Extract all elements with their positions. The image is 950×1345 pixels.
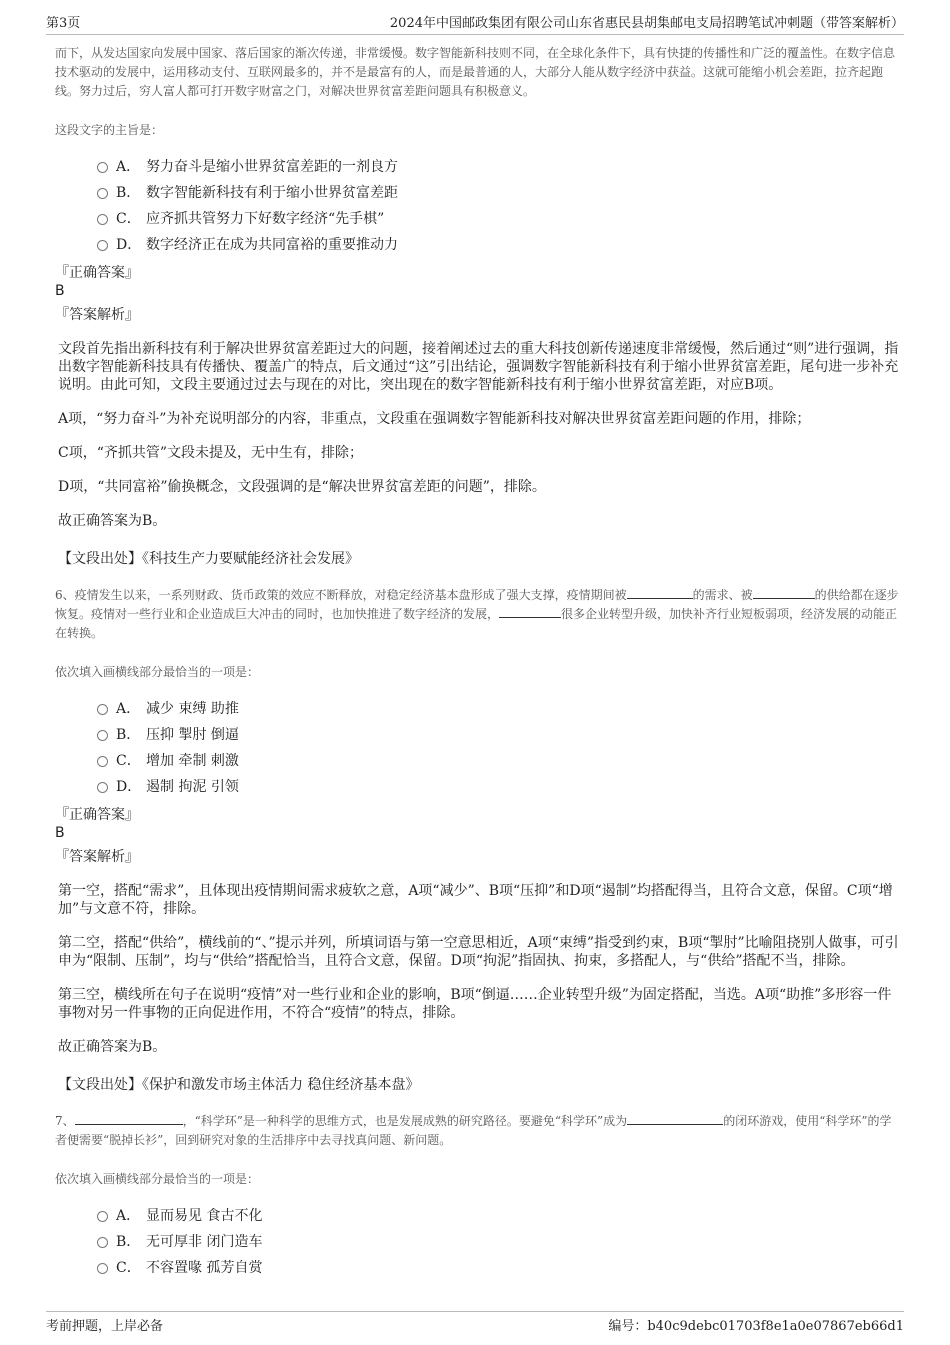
page-footer bbox=[46, 1311, 904, 1334]
q5-option-b[interactable]: B． 数字智能新科技有利于缩小世界贫富差距 bbox=[97, 180, 900, 206]
content bbox=[55, 44, 900, 1281]
q6-blank-3 bbox=[499, 605, 561, 618]
q6-analysis-4: 故正确答案为B。 bbox=[58, 1039, 167, 1055]
radio-icon[interactable] bbox=[97, 756, 108, 767]
q5-options bbox=[97, 154, 900, 258]
radio-icon[interactable] bbox=[97, 704, 108, 715]
page-header bbox=[46, 10, 904, 35]
radio-icon[interactable] bbox=[97, 1237, 108, 1248]
q7-option-a[interactable]: A． 显而易见 食古不化 bbox=[97, 1203, 900, 1229]
radio-icon[interactable] bbox=[97, 188, 108, 199]
footer-slogan: 考前押题，上岸必备 bbox=[46, 1319, 164, 1334]
q6-option-a[interactable]: A． 减少 束缚 助推 bbox=[97, 696, 900, 722]
radio-icon[interactable] bbox=[97, 240, 108, 251]
q7-blank-2 bbox=[627, 1112, 723, 1125]
radio-icon[interactable] bbox=[97, 162, 108, 173]
radio-icon[interactable] bbox=[97, 782, 108, 793]
q6-options bbox=[97, 696, 900, 800]
q5-analysis-label: 『答案解析』 bbox=[55, 307, 139, 323]
q5-option-a[interactable]: A． 努力奋斗是缩小世界贫富差距的一剂良方 bbox=[97, 154, 900, 180]
q6-prompt: 依次填入画横线部分最恰当的一项是： bbox=[55, 665, 260, 679]
q6-analysis-label: 『答案解析』 bbox=[55, 849, 139, 865]
q5-answer-label: 『正确答案』 bbox=[55, 265, 139, 281]
q5-passage: 而下，从发达国家向发展中国家、落后国家的渐次传递，非常缓慢。数字智能新科技则不同，在全球化条件下，具有快捷的传播性和广泛的覆盖性。在数字信息技术驱动的发展中，运用移动支付、互联网最多的，并不是最富有的人，而是最普通的人，大部分人能从数字经济中获益。这就可能缩小机会差距，拉齐起跑线。努力过后，穷人富人都可打开数字财富之门，对解决世界贫富差距问题具有积极意义。 bbox=[55, 46, 896, 98]
q6-answer-label: 『正确答案』 bbox=[55, 807, 139, 823]
radio-icon[interactable] bbox=[97, 730, 108, 741]
q7-blank-1 bbox=[75, 1112, 183, 1125]
q6-option-c[interactable]: C． 增加 牵制 刺激 bbox=[97, 748, 900, 774]
radio-icon[interactable] bbox=[97, 1263, 108, 1274]
document-title: 2024年中国邮政集团有限公司山东省惠民县胡集邮电支局招聘笔试冲刺题（带答案解析） bbox=[389, 16, 904, 31]
q6-blank-2 bbox=[753, 586, 815, 599]
q6-analysis-3: 第三空，横线所在句子在说明“疫情”对一些行业和企业的影响，B项“倒逼……企业转型升级”为固定搭配，当选。A项“助推”多形容一件事物对另一件事物的正向促进作用，不符合“疫情”的特点，排除。 bbox=[58, 987, 892, 1021]
q6-option-b[interactable]: B． 压抑 掣肘 倒逼 bbox=[97, 722, 900, 748]
q7-option-b[interactable]: B． 无可厚非 闭门造车 bbox=[97, 1229, 900, 1255]
q6-analysis-1: 第一空，搭配“需求”，且体现出疫情期间需求疲软之意，A项“减少”、B项“压抑”和D项“遏制”均搭配得当，且符合文意，保留。C项“增加”与文意不符，排除。 bbox=[58, 883, 893, 917]
q7-options bbox=[97, 1203, 900, 1281]
q5-prompt: 这段文字的主旨是： bbox=[55, 123, 164, 137]
q5-analysis-2: A项，“努力奋斗”为补充说明部分的内容，非重点，文段重在强调数字智能新科技对解决世界贫富差距问题的作用，排除； bbox=[58, 411, 811, 427]
q6-answer: B bbox=[55, 825, 65, 841]
page-number: 第3页 bbox=[46, 16, 81, 31]
q7-stem: 7、 ，“科学环”是一种科学的思维方式，也是发展成熟的研究路径。要避免“科学环”成为 的闭环游戏，使用“科学环”的学者便需要“脱掉长衫”，回到研究对象的生活排序中去寻找真问题、新问题。 bbox=[55, 1114, 892, 1147]
q6-analysis-2: 第二空，搭配“供给”，横线前的“、”提示并列，所填词语与第一空意思相近，A项“束缚”指受到约束，B项“掣肘”比喻阻挠别人做事，可引申为“限制、压制”，均与“供给”搭配恰当，且符合文意，保留。D项“拘泥”指固执、拘束，多搭配人，与“供给”搭配不当，排除。 bbox=[58, 935, 899, 969]
radio-icon[interactable] bbox=[97, 1211, 108, 1222]
document-id: 编号：b40c9debc01703f8e1a0e07867eb66d1 bbox=[608, 1319, 904, 1334]
q7-prompt: 依次填入画横线部分最恰当的一项是： bbox=[55, 1172, 260, 1186]
q6-source: 【文段出处】《保护和激发市场主体活力 稳住经济基本盘》 bbox=[58, 1077, 420, 1093]
q5-source: 【文段出处】《科技生产力要赋能经济社会发展》 bbox=[58, 551, 359, 567]
q5-analysis-5: 故正确答案为B。 bbox=[58, 513, 167, 529]
q6-stem: 6、疫情发生以来，一系列财政、货币政策的效应不断释放，对稳定经济基本盘形成了强大支撑，疫情期间被 的需求、被 的供给都在逐步恢复。疫情对一些行业和企业造成巨大冲击的同时，也加快推进了数字经济的发展， 很多企业转型升级，加快补齐行业短板弱项，经济发展的动能正在转换。 bbox=[55, 588, 899, 640]
q5-analysis-3: C项，“齐抓共管”文段未提及，无中生有，排除； bbox=[58, 445, 364, 461]
radio-icon[interactable] bbox=[97, 214, 108, 225]
q5-answer: B bbox=[55, 283, 65, 299]
q6-blank-1 bbox=[627, 586, 693, 599]
q5-option-c[interactable]: C． 应齐抓共管努力下好数字经济“先手棋” bbox=[97, 206, 900, 232]
q6-option-d[interactable]: D． 遏制 拘泥 引领 bbox=[97, 774, 900, 800]
q5-option-d[interactable]: D． 数字经济正在成为共同富裕的重要推动力 bbox=[97, 232, 900, 258]
q5-analysis-1: 文段首先指出新科技有利于解决世界贫富差距过大的问题，接着阐述过去的重大科技创新传递速度非常缓慢，然后通过“则”进行强调，指出数字智能新科技具有传播快、覆盖广的特点，后文通过“这”引出结论，强调数字智能新科技有利于缩小世界贫富差距，尾句进一步补充说明。由此可知，文段主要通过过去与现在的对比，突出现在的数字智能新科技有利于缩小世界贫富差距，对应B项。 bbox=[58, 341, 899, 393]
q7-option-c[interactable]: C． 不容置喙 孤芳自赏 bbox=[97, 1255, 900, 1281]
q5-analysis-4: D项，“共同富裕”偷换概念，文段强调的是“解决世界贫富差距的问题”，排除。 bbox=[58, 479, 546, 495]
